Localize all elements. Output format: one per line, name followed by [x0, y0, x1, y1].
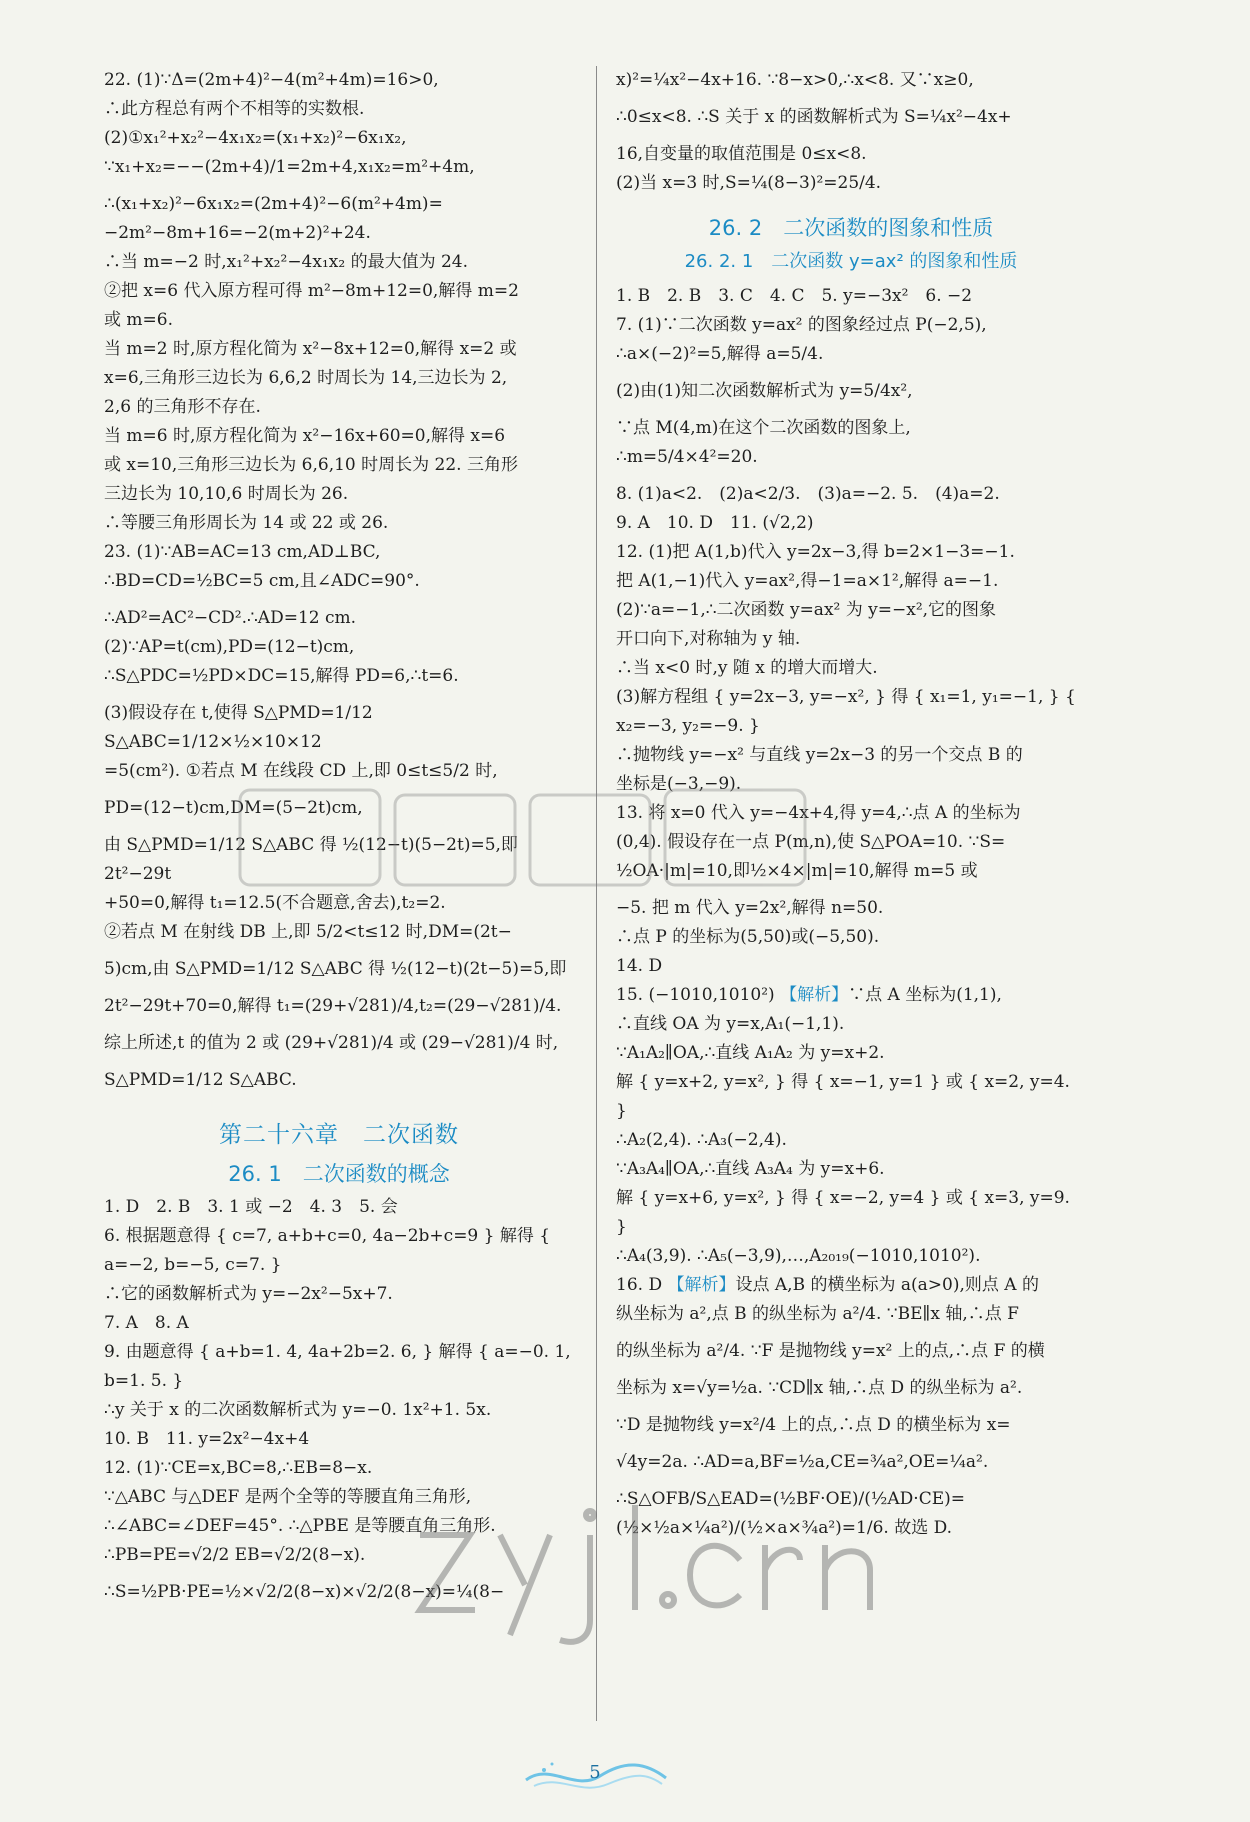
answer-line [616, 799, 1086, 828]
answer-line [104, 918, 574, 955]
line-text: 5)cm,由 S△PMD=1/12 S△ABC 得 ½(12−t)(2t−5)=5,即 [104, 959, 567, 979]
line-text: 把 A(1,−1)代入 y=ax²,得−1=a×1²,解得 a=−1. [616, 571, 999, 591]
answer-line [616, 654, 1086, 683]
line-text: 当 m=6 时,原方程化简为 x²−16x+60=0,解得 x=6 [104, 426, 506, 446]
answer-line [104, 451, 574, 480]
answer-line [104, 277, 574, 306]
answer-line [104, 1193, 574, 1222]
line-text: x=6,三角形三边长为 6,6,2 时周长为 14,三边长为 2, [104, 368, 508, 388]
line-text: −5. 把 m 代入 y=2x²,解得 n=50. [616, 898, 884, 918]
section-title [616, 247, 1086, 276]
answer-line [616, 1411, 1086, 1448]
line-text: ∴此方程总有两个不相等的实数根. [104, 99, 365, 119]
line-text: ∵D 是抛物线 y=x²/4 上的点,∴点 D 的横坐标为 x= [616, 1415, 1011, 1435]
answer-line [104, 95, 574, 124]
answer-line [104, 889, 574, 918]
answer-line [104, 1280, 574, 1309]
answer-line [616, 683, 1086, 741]
line-text: 第二十六章 二次函数 [219, 1122, 459, 1148]
answer-line [104, 153, 574, 190]
answer-line [616, 169, 1086, 206]
line-text: 16. D [616, 1275, 663, 1295]
answer-line [104, 1029, 574, 1066]
answer-line [616, 1300, 1086, 1337]
answer-line [616, 1374, 1086, 1411]
line-text: (3)解方程组 { y=2x−3, y=−x², } 得 { x₁=1, y₁=−1, } { x₂=−3, y₂=−9. } [616, 687, 1076, 736]
answer-line [616, 923, 1086, 952]
line-text: 6. 根据题意得 { c=7, a+b+c=0, 4a−2b+c=9 } 解得 { a=−2, b=−5, c=7. } [104, 1226, 551, 1275]
line-text: ∴A₄(3,9). ∴A₅(−3,9),…,A₂₀₁₉(−1010,1010²). [616, 1246, 981, 1266]
answer-line [616, 480, 1086, 509]
line-text: ∴y 关于 x 的二次函数解析式为 y=−0. 1x²+1. 5x. [104, 1400, 492, 1420]
line-text: √4y=2a. ∴AD=a,BF=½a,CE=¾a²,OE=¼a². [616, 1452, 989, 1472]
answer-line [616, 952, 1086, 981]
line-text: 解 { y=x+2, y=x², } 得 { x=−1, y=1 } 或 { x=2, y=4. } [616, 1072, 1070, 1121]
line-text: 26. 1 二次函数的概念 [228, 1162, 450, 1186]
line-text: 7. (1)∵二次函数 y=ax² 的图象经过点 P(−2,5), [616, 315, 987, 335]
left-column [104, 66, 574, 1615]
line-text: ∴BD=CD=½BC=5 cm,且∠ADC=90°. [104, 571, 420, 591]
line-text: ∴a×(−2)²=5,解得 a=5/4. [616, 344, 824, 364]
answer-line [104, 538, 574, 567]
answer-line [104, 422, 574, 451]
line-text: ∴A₂(2,4). ∴A₃(−2,4). [616, 1130, 787, 1150]
line-text: 10. B 11. y=2x²−4x+4 [104, 1429, 310, 1449]
line-text: +50=0,解得 t₁=12.5(不合题意,舍去),t₂=2. [104, 893, 446, 913]
answer-line [616, 509, 1086, 538]
answer-line [104, 1578, 574, 1615]
answer-line [104, 480, 574, 509]
answer-line [104, 1483, 574, 1512]
section-title [616, 214, 1086, 243]
line-text: 7. A 8. A [104, 1313, 189, 1333]
answer-line [104, 1222, 574, 1280]
line-text: ½OA·|m|=10,即½×4×|m|=10,解得 m=5 或 [616, 861, 978, 881]
answer-line [616, 1068, 1086, 1126]
line-text-rest: ∵点 A 坐标为(1,1), [848, 985, 1002, 1005]
line-text: ∴(x₁+x₂)²−6x₁x₂=(2m+4)²−6(m²+4m)= [104, 194, 443, 214]
line-text: ∴它的函数解析式为 y=−2x²−5x+7. [104, 1284, 393, 1304]
answer-line [616, 741, 1086, 770]
answer-line [104, 393, 574, 422]
line-text: 14. D [616, 956, 663, 976]
line-text: ∴当 x<0 时,y 随 x 的增大而增大. [616, 658, 878, 678]
answer-line [104, 1512, 574, 1541]
line-text: −2m²−8m+16=−2(m+2)²+24. [104, 223, 371, 243]
answer-line [104, 955, 574, 992]
answer-line [616, 857, 1086, 894]
answer-line [104, 633, 574, 662]
line-text: 或 m=6. [104, 310, 173, 330]
answer-line [616, 567, 1086, 596]
answer-line [104, 567, 574, 604]
answer-line [104, 757, 574, 794]
line-text: 22. (1)∵Δ=(2m+4)²−4(m²+4m)=16>0, [104, 70, 439, 90]
answer-line [616, 1337, 1086, 1374]
chapter-title [104, 1121, 574, 1150]
line-text: 由 S△PMD=1/12 S△ABC 得 ½(12−t)(5−2t)=5,即 2t²−29t [104, 835, 518, 884]
line-text: ∵x₁+x₂=−−(2m+4)/1=2m+4,x₁x₂=m²+4m, [104, 157, 475, 177]
line-text: 13. 将 x=0 代入 y=−4x+4,得 y=4,∴点 A 的坐标为 [616, 803, 1021, 823]
answer-line [104, 364, 574, 393]
answer-line [104, 124, 574, 153]
line-text: ∴AD²=AC²−CD².∴AD=12 cm. [104, 608, 357, 628]
answer-line [104, 1066, 574, 1103]
line-text: 16,自变量的取值范围是 0≤x<8. [616, 144, 867, 164]
line-text: 综上所述,t 的值为 2 或 (29+√281)/4 或 (29−√281)/4 时, [104, 1033, 559, 1053]
answer-line [616, 340, 1086, 377]
line-text: 26. 2. 1 二次函数 y=ax² 的图象和性质 [684, 251, 1018, 272]
answer-line [616, 1448, 1086, 1485]
line-text: ∴直线 OA 为 y=x,A₁(−1,1). [616, 1014, 845, 1034]
answer-line [616, 828, 1086, 857]
line-text: 开口向下,对称轴为 y 轴. [616, 629, 801, 649]
answer-line [104, 662, 574, 699]
line-text: ∵A₁A₂∥OA,∴直线 A₁A₂ 为 y=x+2. [616, 1043, 885, 1063]
line-text: =5(cm²). ①若点 M 在线段 CD 上,即 0≤t≤5/2 时, [104, 761, 498, 781]
answer-line [616, 140, 1086, 169]
answer-line [616, 377, 1086, 414]
answer-line [104, 794, 574, 831]
answer-line [616, 103, 1086, 140]
answer-line [616, 1010, 1086, 1039]
line-text-rest: 设点 A,B 的横坐标为 a(a>0),则点 A 的 [735, 1275, 1039, 1295]
line-text: 或 x=10,三角形三边长为 6,6,10 时周长为 22. 三角形 [104, 455, 518, 475]
line-text: 8. (1)a<2. (2)a<2/3. (3)a=−2. 5. (4)a=2. [616, 484, 1000, 504]
answer-line [616, 538, 1086, 567]
page-number: 5 [589, 1762, 601, 1783]
line-text: 坐标是(−3,−9). [616, 774, 742, 794]
line-text: 26. 2 二次函数的图象和性质 [708, 216, 994, 240]
answer-line [616, 596, 1086, 625]
answer-line [104, 219, 574, 248]
line-text: 23. (1)∵AB=AC=13 cm,AD⊥BC, [104, 542, 381, 562]
answer-line [616, 625, 1086, 654]
analysis-tag: 【解析】 [667, 1275, 736, 1295]
line-text: 坐标为 x=√y=½a. ∵CD∥x 轴,∴点 D 的纵坐标为 a². [616, 1378, 1023, 1398]
line-text: 1. D 2. B 3. 1 或 −2 4. 3 5. 会 [104, 1197, 398, 1217]
answer-line [104, 335, 574, 364]
answer-line [104, 604, 574, 633]
line-text: (0,4). 假设存在一点 P(m,n),使 S△POA=10. ∵S= [616, 832, 1006, 852]
answer-line [616, 1485, 1086, 1543]
line-text: ∴S△PDC=½PD×DC=15,解得 PD=6,∴t=6. [104, 666, 459, 686]
answer-line [616, 1126, 1086, 1155]
line-text: 当 m=2 时,原方程化简为 x²−8x+12=0,解得 x=2 或 [104, 339, 517, 359]
line-text: 12. (1)∵CE=x,BC=8,∴EB=8−x. [104, 1458, 373, 1478]
answer-line [104, 306, 574, 335]
right-column [616, 66, 1086, 1543]
line-text: ∴等腰三角形周长为 14 或 22 或 26. [104, 513, 389, 533]
answer-line [616, 1184, 1086, 1242]
analysis-tag: 【解析】 [780, 985, 849, 1005]
answer-line [616, 311, 1086, 340]
answer-line [616, 770, 1086, 799]
line-text: 9. A 10. D 11. (√2,2) [616, 513, 814, 533]
answer-line [104, 831, 574, 889]
answer-line [104, 992, 574, 1029]
line-text: 2t²−29t+70=0,解得 t₁=(29+√281)/4,t₂=(29−√281)/4. [104, 996, 562, 1016]
line-text: 三边长为 10,10,6 时周长为 26. [104, 484, 349, 504]
line-text: ∴∠ABC=∠DEF=45°. ∴△PBE 是等腰直角三角形. [104, 1516, 496, 1536]
line-text: ②把 x=6 代入原方程可得 m²−8m+12=0,解得 m=2 [104, 281, 519, 301]
section-title [104, 1160, 574, 1189]
answer-line [616, 1039, 1086, 1068]
answer-line [616, 981, 1086, 1010]
answer-line [104, 1454, 574, 1483]
line-text: x)²=¼x²−4x+16. ∵8−x>0,∴x<8. 又∵x≥0, [616, 70, 974, 90]
line-text: ∴抛物线 y=−x² 与直线 y=2x−3 的另一个交点 B 的 [616, 745, 1023, 765]
answer-line [104, 248, 574, 277]
answer-line [616, 443, 1086, 480]
line-text: S△PMD=1/12 S△ABC. [104, 1070, 297, 1090]
answer-line [616, 66, 1086, 103]
line-text: (2)∵a=−1,∴二次函数 y=ax² 为 y=−x²,它的图象 [616, 600, 997, 620]
line-text: ∴PB=PE=√2/2 EB=√2/2(8−x). [104, 1545, 366, 1565]
line-text: ∴S△OFB/S△EAD=(½BF·OE)/(½AD·CE)=(½×½a×¼a²)/(½×a×¾a²)=1/6. 故选 D. [616, 1489, 965, 1538]
line-text: ∴当 m=−2 时,x₁²+x₂²−4x₁x₂ 的最大值为 24. [104, 252, 469, 272]
answer-line [616, 894, 1086, 923]
answer-line [104, 1309, 574, 1338]
line-text: ∴点 P 的坐标为(5,50)或(−5,50). [616, 927, 880, 947]
line-text: 15. (−1010,1010²) [616, 985, 775, 1005]
answer-line [104, 1425, 574, 1454]
answer-line [616, 282, 1086, 311]
line-text: ∵点 M(4,m)在这个二次函数的图象上, [616, 418, 911, 438]
line-text: 9. 由题意得 { a+b=1. 4, 4a+2b=2. 6, } 解得 { a=−0. 1, b=1. 5. } [104, 1342, 571, 1391]
answer-line [616, 1155, 1086, 1184]
line-text: ∴m=5/4×4²=20. [616, 447, 758, 467]
answer-line [104, 699, 574, 757]
line-text: PD=(12−t)cm,DM=(5−2t)cm, [104, 798, 363, 818]
answer-line [104, 1541, 574, 1578]
line-text: ∴S=½PB·PE=½×√2/2(8−x)×√2/2(8−x)=¼(8− [104, 1582, 505, 1602]
answer-line [104, 190, 574, 219]
line-text: 1. B 2. B 3. C 4. C 5. y=−3x² 6. −2 [616, 286, 973, 306]
answer-line [104, 1338, 574, 1396]
line-text: 的纵坐标为 a²/4. ∵F 是抛物线 y=x² 上的点,∴点 F 的横 [616, 1341, 1045, 1361]
answer-line [616, 414, 1086, 443]
column-divider [596, 66, 597, 1721]
line-text: (2)由(1)知二次函数解析式为 y=5/4x², [616, 381, 913, 401]
line-text: (2)当 x=3 时,S=¼(8−3)²=25/4. [616, 173, 882, 193]
line-text: 12. (1)把 A(1,b)代入 y=2x−3,得 b=2×1−3=−1. [616, 542, 1015, 562]
line-text: (3)假设存在 t,使得 S△PMD=1/12 S△ABC=1/12×½×10×12 [104, 703, 373, 752]
line-text: 2,6 的三角形不存在. [104, 397, 261, 417]
line-text: 解 { y=x+6, y=x², } 得 { x=−2, y=4 } 或 { x=3, y=9. } [616, 1188, 1070, 1237]
answer-line [104, 509, 574, 538]
answer-line [104, 1396, 574, 1425]
answer-line [616, 1271, 1086, 1300]
answer-line [104, 66, 574, 95]
line-text: ②若点 M 在射线 DB 上,即 5/2<t≤12 时,DM=(2t− [104, 922, 512, 942]
line-text: ∴0≤x<8. ∴S 关于 x 的函数解析式为 S=¼x²−4x+ [616, 107, 1012, 127]
line-text: (2)①x₁²+x₂²−4x₁x₂=(x₁+x₂)²−6x₁x₂, [104, 128, 407, 148]
line-text: ∵A₃A₄∥OA,∴直线 A₃A₄ 为 y=x+6. [616, 1159, 885, 1179]
line-text: 纵坐标为 a²,点 B 的纵坐标为 a²/4. ∵BE∥x 轴,∴点 F [616, 1304, 1019, 1324]
line-text: ∵△ABC 与△DEF 是两个全等的等腰直角三角形, [104, 1487, 472, 1507]
line-text: (2)∵AP=t(cm),PD=(12−t)cm, [104, 637, 355, 657]
answer-line [616, 1242, 1086, 1271]
